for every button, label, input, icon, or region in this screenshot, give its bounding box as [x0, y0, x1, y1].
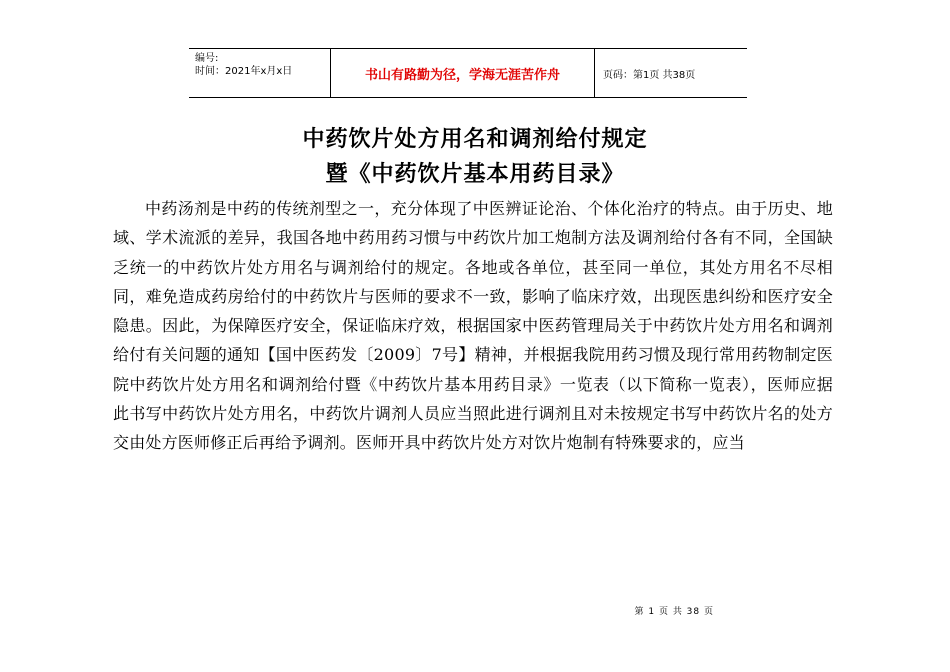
document-title-line1: 中药饮片处方用名和调剂给付规定 [302, 126, 648, 152]
header-meta-cell [189, 49, 331, 97]
header-page-info: 页码：第1页 共38页 [603, 69, 696, 81]
header-motto: 书山有路勤为径，学海无涯苦作舟 [331, 49, 595, 97]
document-body-paragraph: 中药汤剂是中药的传统剂型之一，充分体现了中医辨证论治、个体化治疗的特点。由于历史、地域、学术流派的差异，我国各地中药用药习惯与中药饮片加工炮制方法及调剂给付各有不同，全国缺乏统一的中药饮片处方用名与调剂给付的规定。各地或各单位，甚至同一单位，其处方用名不尽相同，难免造成药房给付的中药饮片与医师的要求不一致，影响了临床疗效，出现医患纠纷和医疗安全隐患。因此，为保障医疗安全，保证临床疗效，根据国家中医药管理局关于中药饮片处方用名和调剂给付有关问题的通知【国中医药发〔2009〕7号】精神，并根据我院用药习惯及现行常用药物制定医院中药饮片处方用名和调剂给付暨《中药饮片基本用药目录》一览表（以下简称一览表），医师应据此书写中药饮片处方用名，中药饮片调剂人员应当照此进行调剂且对未按规定书写中药饮片名的处方交由处方医师修正后再给予调剂。医师开具中药饮片处方对饮片炮制有特殊要求的，应当 [113, 199, 833, 453]
document-time-label: 时间：2021年x月x日 [195, 66, 293, 77]
page-footer: 第 1 页 共 38 页 [634, 607, 714, 617]
document-header [189, 48, 747, 98]
document-code-label: 编号: [195, 53, 219, 64]
document-title-line2: 暨《中药饮片基本用药目录》 [325, 161, 625, 187]
